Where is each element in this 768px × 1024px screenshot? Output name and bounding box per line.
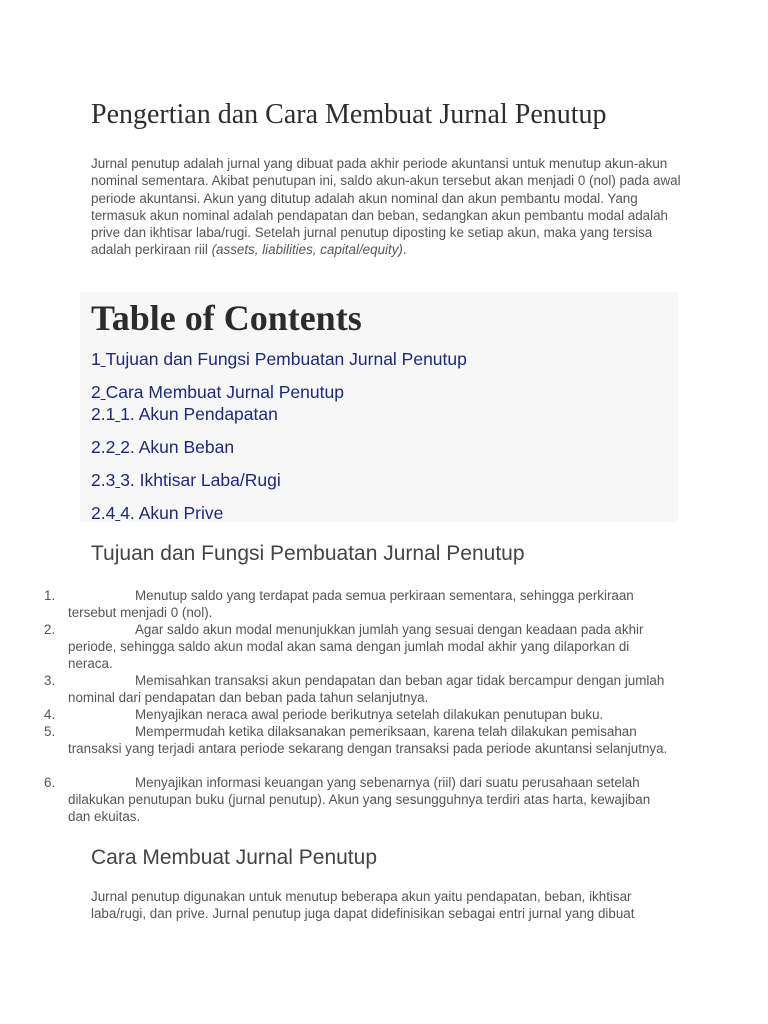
toc-number: 2.4 (91, 503, 116, 523)
toc-link-1[interactable] (91, 348, 467, 370)
toc-number: 1 (91, 349, 101, 369)
list-number: 1. (44, 588, 56, 603)
toc-link-2-3[interactable] (91, 469, 281, 491)
intro-text: Jurnal penutup adalah jurnal yang dibuat pada akhir periode akuntansi untuk menutup akun-akun nominal sementara. Akibat penutupan ini, saldo akun-akun tersebut akan menjadi 0 (nol) pada awal periode akuntansi. Akun yang ditutup adalah akun nominal dan akun pembantu modal. Yang termasuk akun nominal adalah pendapatan dan beban, sedangkan akun pembantu modal adalah prive dan ikhtisar laba/rugi. Setelah jurnal penutup diposting ke setiap akun, maka yang tersisa adalah perkiraan riil (91, 156, 681, 258)
toc-link-2-2[interactable] (91, 436, 234, 458)
toc-label: Tujuan dan Fungsi Pembuatan Jurnal Penutup (105, 349, 467, 369)
list-number: 5. (44, 724, 56, 739)
list-number: 3. (44, 673, 56, 688)
toc-number: 2.2 (91, 437, 116, 457)
toc-number: 2.1 (91, 404, 116, 424)
list-number: 2. (44, 622, 56, 637)
toc-number: 2 (91, 382, 101, 402)
list-text: Menutup saldo yang terdapat pada semua perkiraan sementara, sehingga perkiraan tersebut menjadi 0 (nol). (68, 588, 634, 620)
intro-italic: (assets, liabilities, capital/equity) (211, 242, 403, 258)
toc-number: 2.3 (91, 470, 116, 490)
list-number: 6. (44, 775, 56, 790)
toc-label: Cara Membuat Jurnal Penutup (105, 382, 344, 402)
toc-link-2[interactable] (91, 381, 344, 403)
table-of-contents (80, 292, 678, 522)
toc-label: 1. Akun Pendapatan (120, 404, 278, 424)
toc-link-2-4[interactable] (91, 502, 223, 524)
toc-heading: Table of Contents (91, 298, 362, 338)
list-number: 4. (44, 707, 56, 722)
intro-paragraph (91, 155, 681, 259)
list-text: Memisahkan transaksi akun pendapatan dan beban agar tidak bercampur dengan jumlah nominal dari pendapatan dan beban pada tahun selanjutnya. (68, 673, 665, 705)
intro-end: . (402, 242, 407, 258)
toc-label: 4. Akun Prive (120, 503, 224, 523)
page-title: Pengertian dan Cara Membuat Jurnal Penutup (91, 99, 607, 130)
section-heading-cara: Cara Membuat Jurnal Penutup (91, 846, 377, 869)
cara-paragraph: Jurnal penutup digunakan untuk menutup beberapa akun yaitu pendapatan, beban, ikhtisar laba/rugi, dan prive. Jurnal penutup juga dapat didefinisikan sebagai entri jurnal yang dibuat (91, 889, 635, 922)
toc-label: 3. Ikhtisar Laba/Rugi (120, 470, 281, 490)
toc-label: 2. Akun Beban (120, 437, 235, 457)
list-text: Mempermudah ketika dilaksanakan pemeriksaan, karena telah dilakukan pemisahan transaksi yang terjadi antara periode sekarang dengan transaksi pada periode akuntansi selanjutnya. (68, 724, 668, 756)
list-text: Agar saldo akun modal menunjukkan jumlah yang sesuai dengan keadaan pada akhir periode, sehingga saldo akun modal akan sama dengan jumlah modal akhir yang dilaporkan di neraca. (68, 622, 644, 671)
list-text: Menyajikan neraca awal periode berikutnya setelah dilakukan penutupan buku. (135, 707, 604, 722)
toc-link-2-1[interactable] (91, 403, 278, 425)
section-heading-tujuan: Tujuan dan Fungsi Pembuatan Jurnal Penutup (91, 542, 525, 565)
list-text: Menyajikan informasi keuangan yang sebenarnya (riil) dari suatu perusahaan setelah dilakukan penutupan buku (jurnal penutup). Akun yang sesungguhnya terdiri atas harta, kewajiban dan ekuitas. (68, 775, 651, 824)
